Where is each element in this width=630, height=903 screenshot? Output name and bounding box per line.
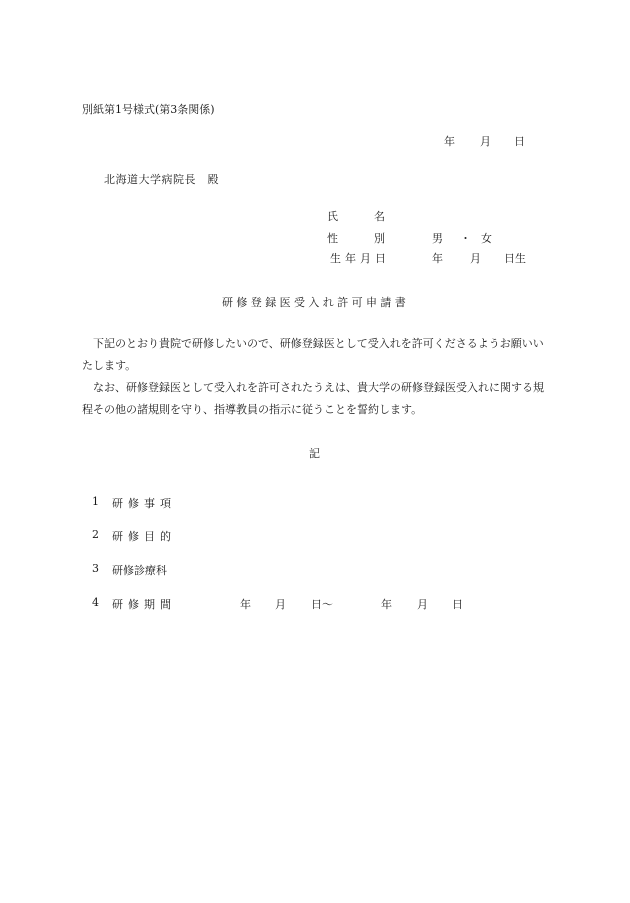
period-end-year: 年 <box>381 598 392 611</box>
item-label-department: 研修診療科 <box>112 564 167 577</box>
sex-option-male: 男 <box>432 232 443 245</box>
sex-label-part2: 別 <box>374 232 385 245</box>
item-label-training-purpose: 研修目的 <box>112 530 176 543</box>
period-start-month: 月 <box>275 598 286 611</box>
item-label-training-matters: 研修事項 <box>112 497 176 510</box>
form-identifier: 別紙第1号様式(第3条関係) <box>82 103 215 116</box>
item-number: 3 <box>92 562 99 575</box>
item-label-training-period: 研修期間 <box>112 598 176 611</box>
body-paragraph-1: 下記のとおり貴院で研修したいので、研修登録医として受入れを許可くださるようお願いいたします。 <box>82 337 544 372</box>
item-number: 2 <box>92 528 99 541</box>
document-title: 研修登録医受入れ許可申請書 <box>222 296 410 309</box>
period-end-day: 日 <box>452 598 463 611</box>
sex-separator: ・ <box>460 232 471 245</box>
name-label-part1: 氏 <box>327 210 338 223</box>
body-paragraph-2: なお、研修登録医として受入れを許可されたうえは、貴大学の研修登録医受入れに関する規程その他の諸規則を守り、指導教員の指示に従うことを誓約します。 <box>82 381 544 416</box>
name-label-part2: 名 <box>374 210 385 223</box>
period-start-day: 日〜 <box>311 598 333 611</box>
period-start-year: 年 <box>240 598 251 611</box>
item-number: 4 <box>92 596 99 609</box>
sex-label-part1: 性 <box>327 232 338 245</box>
sex-option-female: 女 <box>481 232 492 245</box>
birth-month-label: 月 <box>470 252 481 265</box>
date-month-label: 月 <box>480 135 491 148</box>
period-end-month: 月 <box>417 598 428 611</box>
birth-day-label: 日生 <box>504 252 526 265</box>
birth-year-label: 年 <box>432 252 443 265</box>
addressee: 北海道大学病院長 殿 <box>104 173 219 186</box>
body-text <box>82 333 552 421</box>
birthdate-label: 生年月日 <box>330 252 390 265</box>
item-number: 1 <box>92 495 99 508</box>
date-day-label: 日 <box>514 135 525 148</box>
date-year-label: 年 <box>444 135 455 148</box>
ki-heading: 記 <box>309 447 320 460</box>
